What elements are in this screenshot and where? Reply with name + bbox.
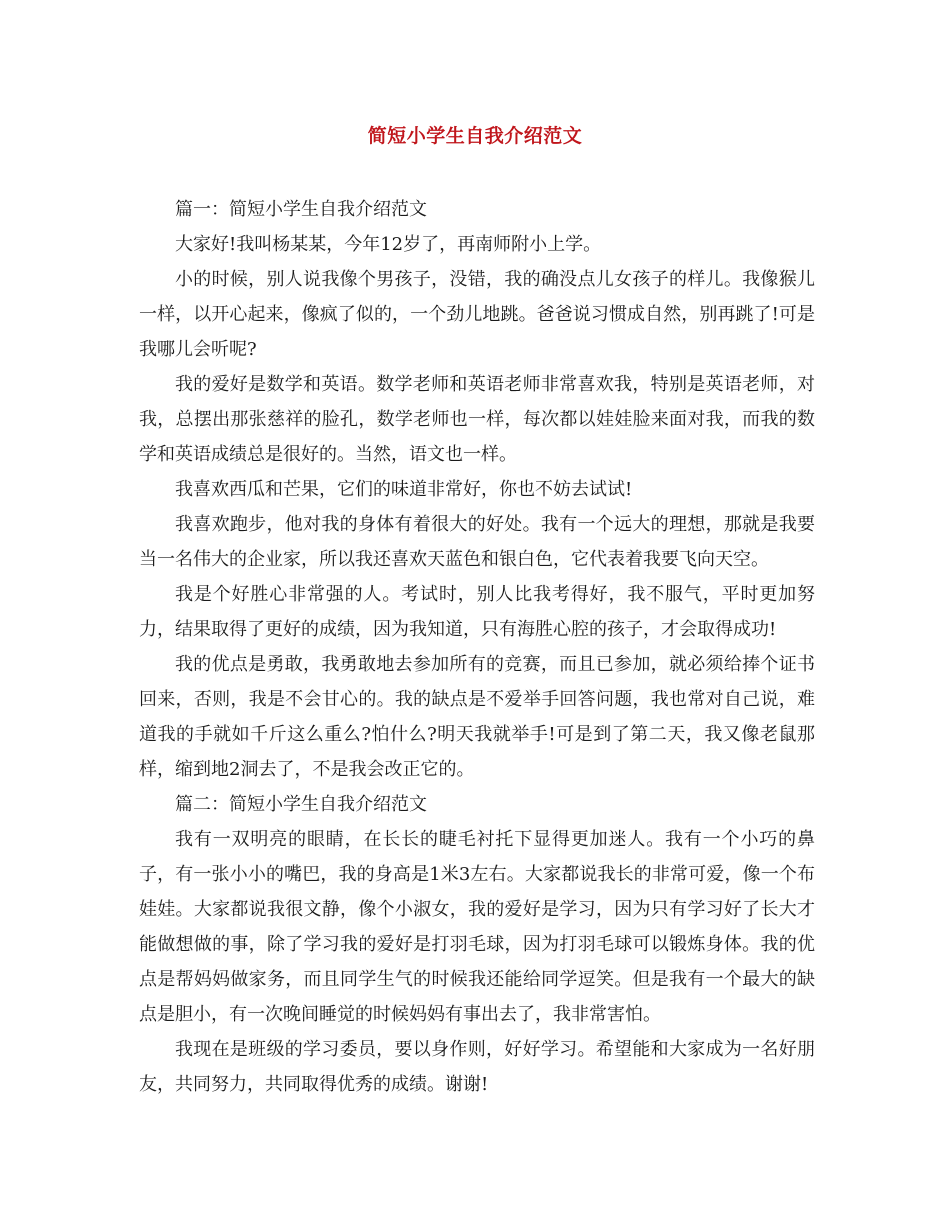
paragraph: 大家好!我叫杨某某，今年12岁了，再南师附小上学。	[175, 234, 602, 255]
paragraph: 我喜欢西瓜和芒果，它们的味道非常好，你也不妨去试试!	[175, 479, 633, 500]
document-body	[139, 192, 815, 1102]
paragraph: 小的时候，别人说我像个男孩子，没错，我的确没点儿女孩子的样儿。我像猴儿一样，以开心起来，像疯了似的，一个劲儿地跳。爸爸说习惯成自然，别再跳了!可是我哪儿会听呢?	[139, 269, 815, 360]
section-heading-2: 篇二：简短小学生自我介绍范文	[175, 794, 427, 815]
paragraph: 我现在是班级的学习委员，要以身作则，好好学习。希望能和大家成为一名好朋友，共同努力，共同取得优秀的成绩。谢谢!	[139, 1039, 815, 1095]
section-heading-1: 篇一：简短小学生自我介绍范文	[175, 199, 427, 220]
paragraph: 我有一双明亮的眼睛，在长长的睫毛衬托下显得更加迷人。我有一个小巧的鼻子，有一张小小的嘴巴，我的身高是1米3左右。大家都说我长的非常可爱，像一个布娃娃。大家都说我很文静，像个小淑女，我的爱好是学习，因为只有学习好了长大才能做想做的事，除了学习我的爱好是打羽毛球，因为打羽毛球可以锻炼身体。我的优点是帮妈妈做家务，而且同学生气的时候我还能给同学逗笑。但是我有一个最大的缺点是胆小，有一次晚间睡觉的时候妈妈有事出去了，我非常害怕。	[139, 829, 815, 1025]
paragraph: 我的优点是勇敢，我勇敢地去参加所有的竞赛，而且已参加，就必须给捧个证书回来，否则，我是不会甘心的。我的缺点是不爱举手回答问题，我也常对自己说，难道我的手就如千斤这么重么?怕什么?明天我就举手!可是到了第二天，我又像老鼠那样，缩到地2洞去了，不是我会改正它的。	[139, 654, 815, 780]
document-title: 简短小学生自我介绍范文	[367, 125, 583, 147]
paragraph: 我是个好胜心非常强的人。考试时，别人比我考得好，我不服气，平时更加努力，结果取得了更好的成绩，因为我知道，只有海胜心腔的孩子，才会取得成功!	[139, 584, 815, 640]
paragraph: 我喜欢跑步，他对我的身体有着很大的好处。我有一个远大的理想，那就是我要当一名伟大的企业家，所以我还喜欢天蓝色和银白色，它代表着我要飞向天空。	[139, 514, 815, 570]
paragraph: 我的爱好是数学和英语。数学老师和英语老师非常喜欢我，特别是英语老师，对我，总摆出那张慈祥的脸孔，数学老师也一样，每次都以娃娃脸来面对我，而我的数学和英语成绩总是很好的。当然，语文也一样。	[139, 374, 815, 465]
